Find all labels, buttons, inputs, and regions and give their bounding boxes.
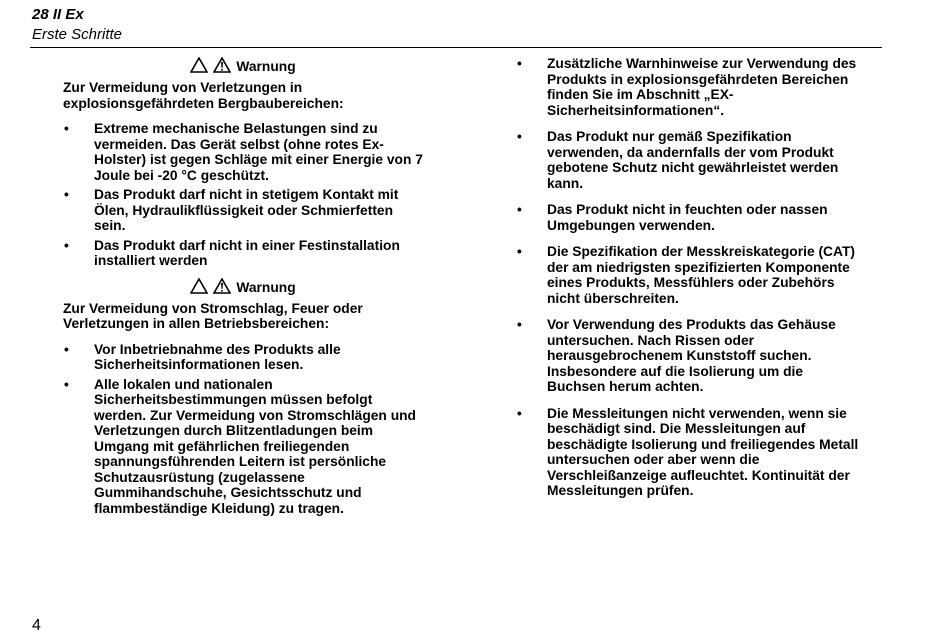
- header-model: 28 II Ex: [32, 6, 84, 23]
- bullet: •: [517, 202, 522, 217]
- warning-heading-2: [63, 279, 423, 297]
- warning-triangle-icon: [190, 57, 208, 77]
- right-column: [516, 56, 861, 510]
- list-item: • Das Produkt darf nicht in einer Festinstallation installiert werden: [64, 237, 400, 268]
- bullet: •: [64, 237, 69, 253]
- bullet: •: [64, 376, 69, 392]
- bullet: •: [517, 405, 522, 421]
- warning-intro: Zur Vermeidung von Stromschlag, Feuer oder Verletzungen in allen Betriebsbereichen:: [63, 300, 363, 331]
- bullet: •: [64, 341, 69, 357]
- warning-heading-1: [63, 58, 423, 76]
- list-item: • Extreme mechanische Belastungen sind zu vermeiden. Das Gerät selbst (ohne rotes Ex-Holster) ist gegen Schläge mit einer Energie von 7 Joule bei -20 °C geschützt.: [64, 121, 423, 183]
- list-item: • Die Messleitungen nicht verwenden, wenn sie beschädigt sind. Die Messleitungen auf beschädigte Isolierung und freiliegendes Metall untersuchen oder aber wenn die Verschleißanzeige aufleuchtet. Kontinuität der Messleitungen prüfen.: [517, 405, 859, 498]
- warning-title: Warnung: [236, 59, 296, 75]
- bullet: •: [64, 121, 69, 136]
- bullet: •: [517, 244, 522, 259]
- list-item: • Vor Verwendung des Produkts das Gehäuse untersuchen. Nach Rissen oder herausgebrochenem Kunststoff suchen. Insbesondere auf die Isolierung um die Buchsen herum achten.: [517, 317, 836, 394]
- left-column: [63, 58, 423, 520]
- page-number: 4: [32, 617, 41, 634]
- list-item: • Das Produkt darf nicht in stetigem Kontakt mit Ölen, Hydraulikflüssigkeit oder Schmierfetten sein.: [64, 187, 399, 233]
- bullet: •: [517, 56, 522, 71]
- list-item: • Vor Inbetriebnahme des Produkts alle Sicherheitsinformationen lesen.: [64, 341, 341, 372]
- header-section: Erste Schritte: [32, 26, 123, 43]
- warning-triangle-icon: [190, 278, 208, 298]
- list-item: • Das Produkt nur gemäß Spezifikation verwenden, da andernfalls der vom Produkt gebotene Schutz nicht gewährleistet werden kann.: [517, 129, 839, 191]
- warning-triangle-icon: [213, 57, 231, 77]
- list-item: • Zusätzliche Warnhinweise zur Verwendung des Produkts in explosionsgefährdeten Bereichen finden Sie im Abschnitt „EX-Sicherheitsinformationen“.: [517, 56, 857, 118]
- bullet: •: [517, 317, 522, 332]
- header-rule: [30, 47, 882, 48]
- warning-title: Warnung: [236, 279, 296, 295]
- list-item: • Die Spezifikation der Messkreiskategorie (CAT) der am niedrigsten spezifizierten Komponente eines Produkts, Messfühlers oder Zubehörs nicht überschreiten.: [517, 244, 855, 306]
- bullet: •: [64, 187, 69, 202]
- list-item: • Das Produkt nicht in feuchten oder nassen Umgebungen verwenden.: [517, 202, 828, 233]
- warning-intro: Zur Vermeidung von Verletzungen in explosionsgefährdeten Bergbaubereichen:: [63, 80, 344, 111]
- list-item: • Alle lokalen und nationalen Sicherheitsbestimmungen müssen befolgt werden. Zur Vermeidung von Stromschlägen und Verletzungen durch Blitzentladungen beim Umgang mit gefährlichen freiliegenden spannungsführenden Leitern ist persönliche Schutzausrüstung (zugelassene Gummihandschuhe, Gesichtsschutz und flammbeständige Kleidung) zu tragen.: [64, 376, 416, 516]
- warning-triangle-icon: [213, 278, 231, 298]
- bullet: •: [517, 129, 522, 144]
